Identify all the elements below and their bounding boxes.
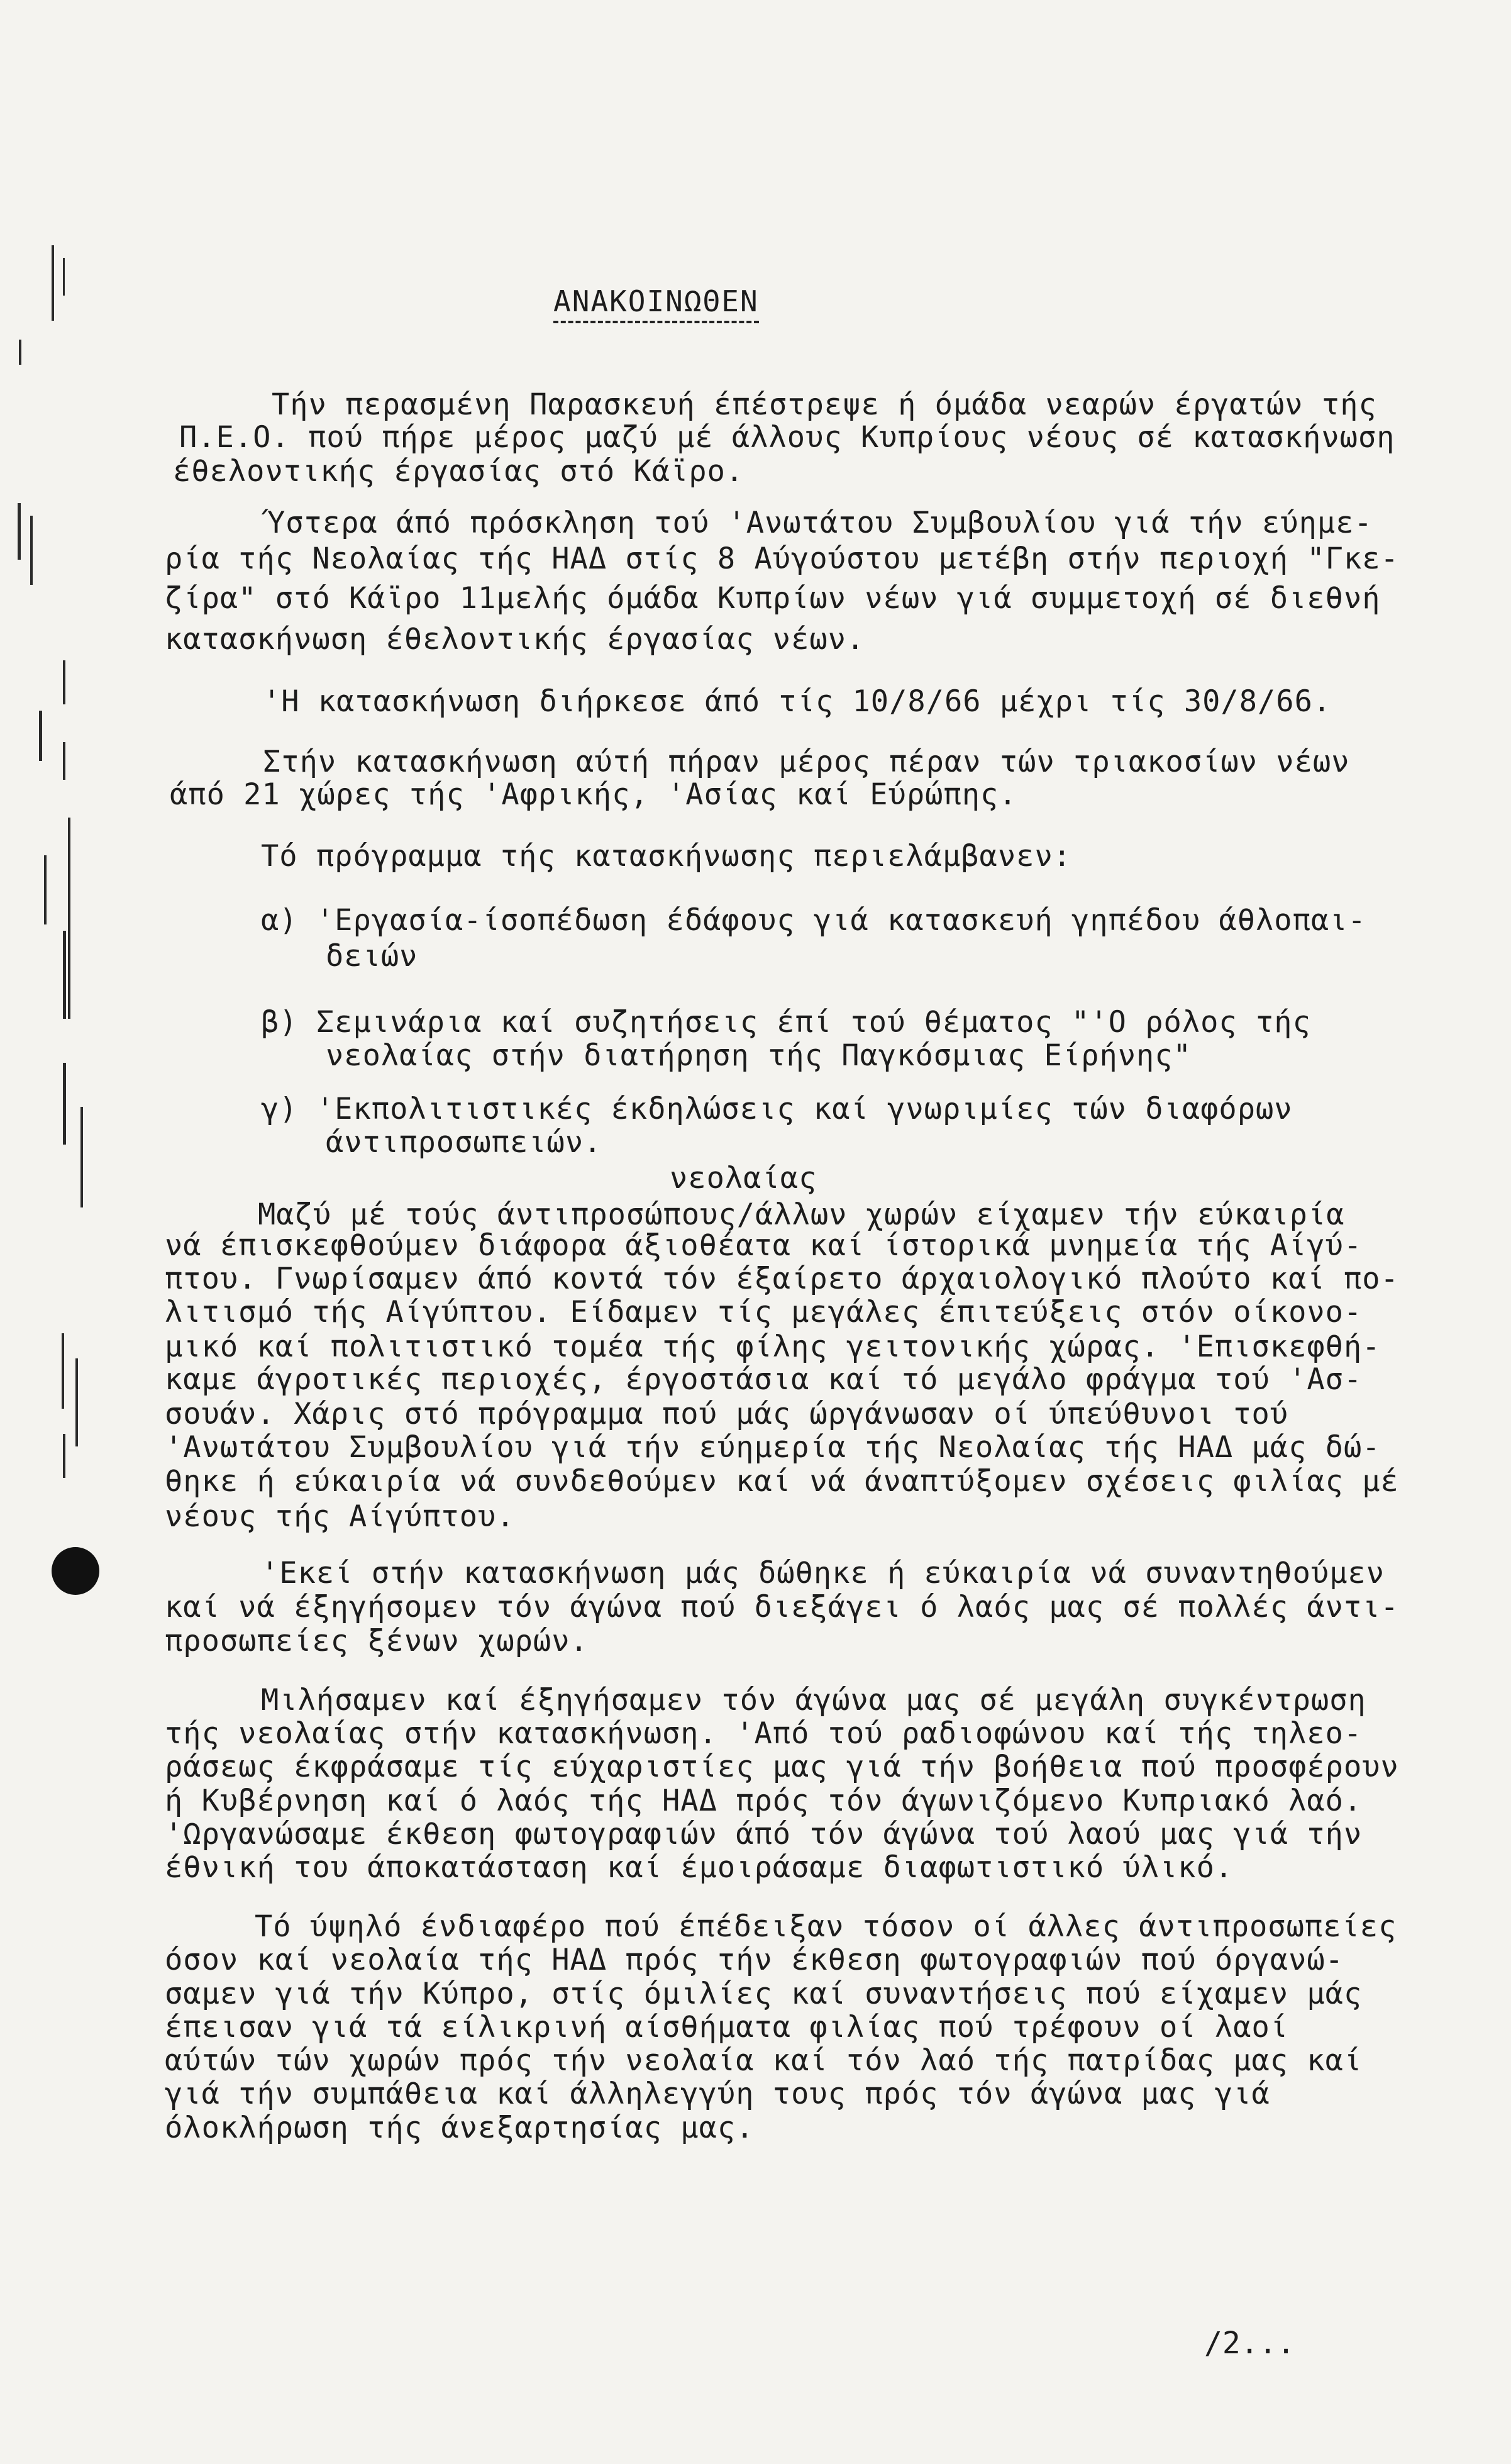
text-line: νά έπισκεφθούμεν διάφορα άξιοθέατα καί ίστορικά μνημεία τής Αίγύ- [165,1228,1363,1263]
list-item-c: γ) 'Εκπολιτιστικές έκδηλώσεις καί γνωριμίες τών διαφόρων [261,1092,1293,1126]
text-line: 'Εκεί στήν κατασκήνωση μάς δώθηκε ή εύκαιρία νά συναντηθούμεν [261,1556,1385,1590]
list-item-b-cont: νεολαίας στήν διατήρηση τής Παγκόσμιας Είρήνης" [326,1038,1192,1073]
list-item-b: β) Σεμινάρια καί συζητήσεις έπί τού θέματος "'Ο ρόλος τής [261,1005,1311,1040]
text-line: καί νά έξηγήσομεν τόν άγώνα πού διεξάγει ό λαός μας σέ πολλές άντι- [165,1590,1399,1624]
list-item-a: α) 'Εργασία-ίσοπέδωση έδάφους γιά κατασκευή γηπέδου άθλοπαι- [261,903,1366,938]
text-line: καμε άγροτικές περιοχές, έργοστάσια καί τό μεγάλο φράγμα τού 'Ασ- [165,1362,1363,1397]
handwritten-insertion: νεολαίας [670,1161,817,1196]
text-line: Μαζύ μέ τούς άντιπροσώπους/άλλων χωρών είχαμεν τήν εύκαιρία [258,1197,1345,1232]
text-line: Στήν κατασκήνωση αύτή πήραν μέρος πέραν τών τριακοσίων νέων [263,745,1350,779]
text-line: έπεισαν γιά τά είλικρινή αίσθήματα φιλίας πού τρέφουν οί λαοί [165,2010,1289,2045]
list-item-c-cont: άντιπροσωπειών. [326,1125,602,1160]
text-line: σουάν. Χάρις στό πρόγραμμα πού μάς ώργάνωσαν οί ύπεύθυνοι τού [165,1397,1289,1431]
text-line: γιά τήν συμπάθεια καί άλληλεγγύη τους πρός τόν άγώνα μας γιά [165,2077,1270,2111]
text-line: 'Ωργανώσαμε έκθεση φωτογραφιών άπό τόν άγώνα τού λαού μας γιά τήν [165,1817,1363,1851]
text-line: πτου. Γνωρίσαμεν άπό κοντά τόν έξαίρετο άρχαιολογικό πλούτο καί πο- [165,1262,1399,1296]
text-line: Τό πρόγραμμα τής κατασκήνωσης περιελάμβανεν: [261,839,1072,874]
list-item-a-cont: δειών [326,939,418,974]
text-line: ρία τής Νεολαίας τής ΗΑΔ στίς 8 Αύγούστου μετέβη στήν περιοχή "Γκε- [165,541,1399,576]
text-line: 'Η κατασκήνωση διήρκεσε άπό τίς 10/8/66 μέχρι τίς 30/8/66. [263,684,1332,719]
text-line: Π.Ε.Ο. πού πήρε μέρος μαζύ μέ άλλους Κυπρίους νέους σέ κατασκήνωση [179,420,1395,455]
text-line: σαμεν γιά τήν Κύπρο, στίς όμιλίες καί συναντήσεις πού είχαμεν μάς [165,1977,1363,2011]
text-line: Ύστερα άπό πρόσκληση τού 'Ανωτάτου Συμβουλίου γιά τήν εύημε- [267,506,1373,540]
text-line: έθελοντικής έργασίας στό Κάϊρο. [173,454,744,489]
text-line: ράσεως έκφράσαμε τίς εύχαριστίες μας γιά τήν βοήθεια πού προσφέρουν [165,1750,1399,1784]
text-line: άπό 21 χώρες τής 'Αφρικής, 'Ασίας καί Εύρώπης. [170,777,1017,812]
text-line: ζίρα" στό Κάϊρο 11μελής όμάδα Κυπρίων νέων γιά συμμετοχή σέ διεθνή [165,581,1381,616]
text-line: λιτισμό τής Αίγύπτου. Είδαμεν τίς μεγάλες έπιτεύξεις στόν οίκονο- [165,1295,1363,1329]
text-line: τής νεολαίας στήν κατασκήνωση. 'Από τού ραδιοφώνου καί τής τηλεο- [165,1716,1363,1751]
text-line: θηκε ή εύκαιρία νά συνδεθούμεν καί νά άναπτύξομεν σχέσεις φιλίας μέ [165,1464,1399,1499]
text-line: προσωπείες ξένων χωρών. [165,1624,589,1658]
hole-punch-mark [52,1547,99,1595]
text-line: μικό καί πολιτιστικό τομέα τής φίλης γειτονικής χώρας. 'Επισκεφθή- [165,1329,1381,1364]
document-title: ΑΝΑΚΟΙΝΩΘΕΝ [553,284,759,323]
text-line: αύτών τών χωρών πρός τήν νεολαία καί τόν λαό τής πατρίδας μας καί [165,2043,1363,2078]
text-line: κατασκήνωση έθελοντικής έργασίας νέων. [165,622,865,657]
text-line: νέους τής Αίγύπτου. [165,1499,515,1534]
text-line: όσον καί νεολαία τής ΗΑΔ πρός τήν έκθεση φωτογραφιών πού όργανώ- [165,1943,1344,1977]
page-number: /2... [1204,2326,1295,2361]
text-line: όλοκλήρωση τής άνεξαρτησίας μας. [165,2111,755,2145]
text-line: 'Ανωτάτου Συμβουλίου γιά τήν εύημερία τής Νεολαίας τής ΗΑΔ μάς δώ- [165,1430,1381,1465]
text-line: Μιλήσαμεν καί έξηγήσαμεν τόν άγώνα μας σέ μεγάλη συγκέντρωση [261,1683,1366,1718]
text-line: Τήν περασμένη Παρασκευή έπέστρεψε ή όμάδα νεαρών έργατών τής [272,387,1377,422]
text-line: έθνική του άποκατάσταση καί έμοιράσαμε διαφωτιστικό ύλικό. [165,1850,1234,1885]
text-line: Τό ύψηλό ένδιαφέρο πού έπέδειξαν τόσον οί άλλες άντιπροσωπείες [255,1909,1397,1944]
text-line: ή Κυβέρνηση καί ό λαός τής ΗΑΔ πρός τόν άγωνιζόμενο Κυπριακό λαό. [165,1784,1363,1818]
